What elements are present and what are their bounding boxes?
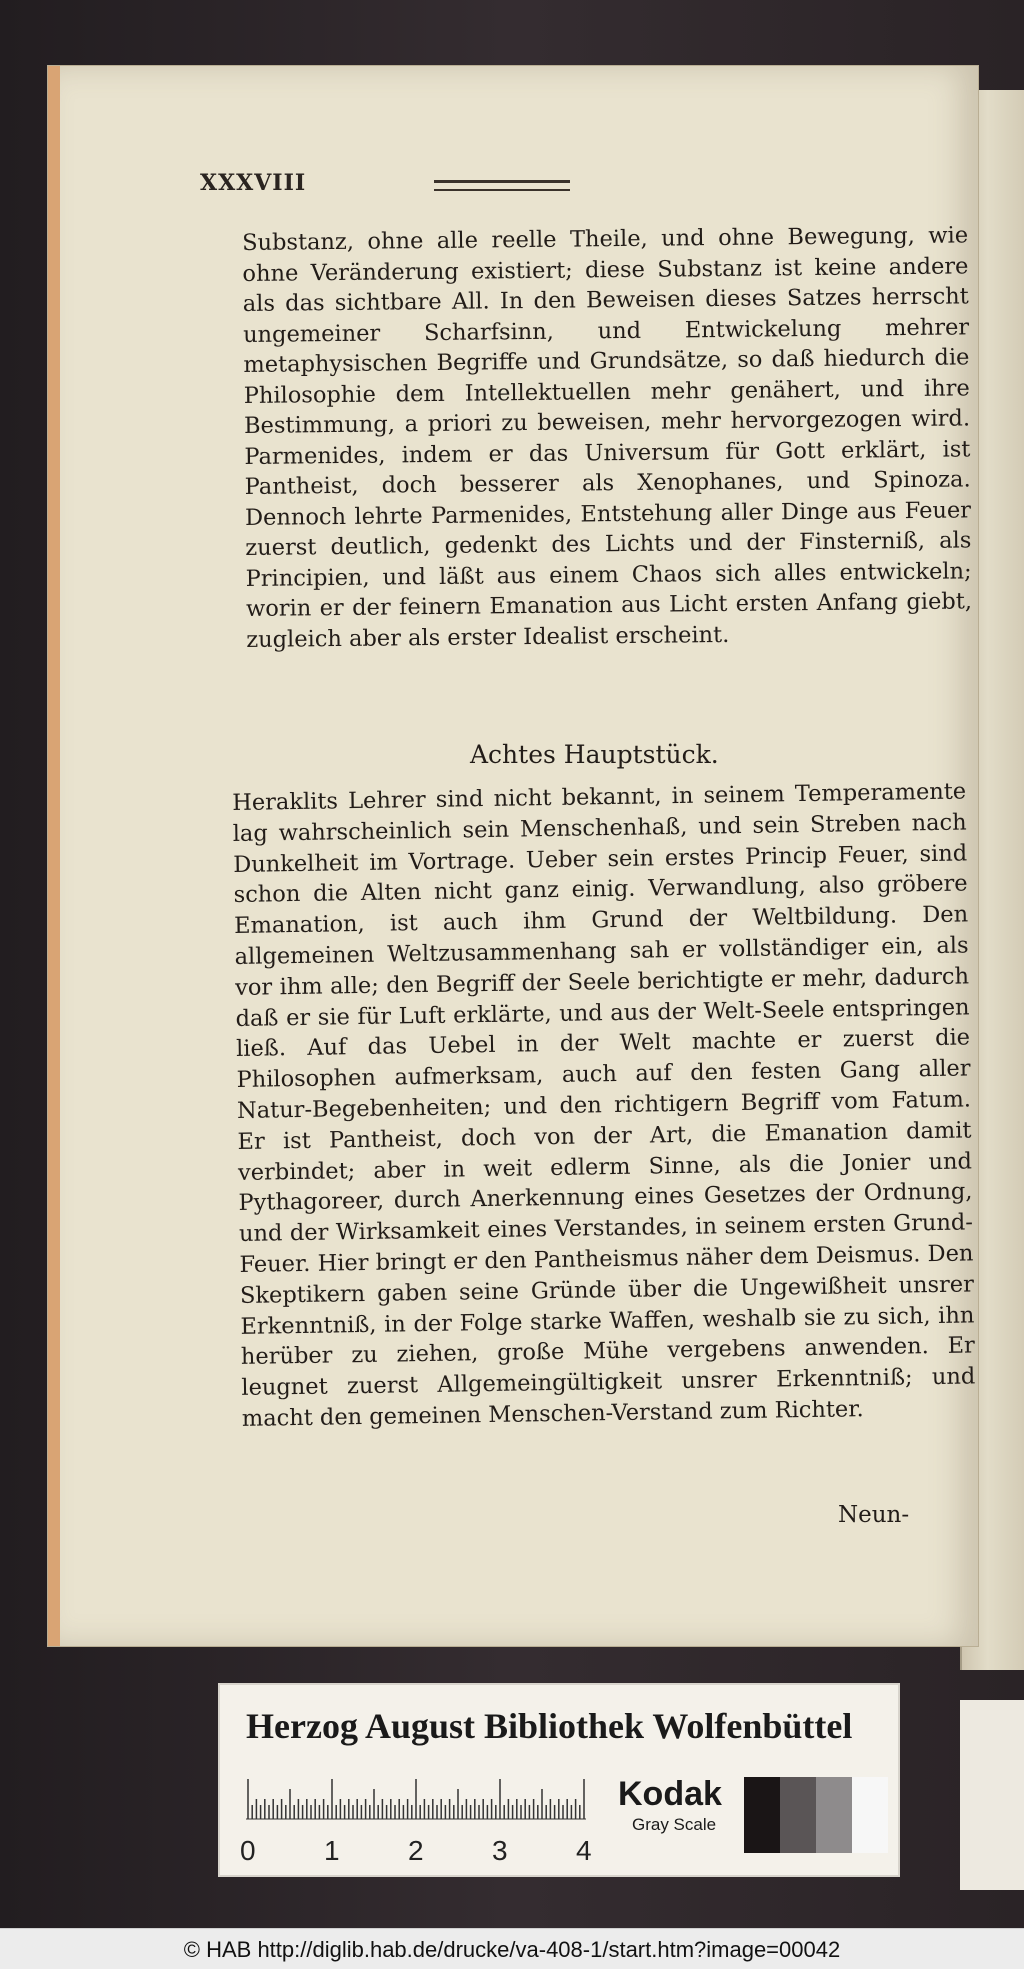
ruler-numbers	[240, 1835, 600, 1867]
swatch-black	[744, 1777, 780, 1853]
next-page-glyph	[996, 630, 1024, 648]
header-ornament-rule	[434, 180, 570, 191]
next-page-glyph	[996, 570, 1024, 588]
library-name: Herzog August Bibliothek Wolfenbüttel	[246, 1706, 853, 1746]
paragraph-substanz	[242, 220, 972, 655]
swatch-white	[852, 1777, 888, 1853]
swatch-mid-gray	[816, 1777, 852, 1853]
next-page-glyph	[996, 270, 1024, 288]
next-page-glyph	[996, 330, 1024, 348]
paragraph-heraklit	[232, 776, 976, 1434]
gray-swatches	[744, 1777, 888, 1853]
next-page-glyph	[996, 750, 1024, 768]
next-page-glyph	[996, 510, 1024, 528]
gray-scale-label: Gray Scale	[632, 1815, 717, 1834]
next-page-glyph	[996, 420, 1024, 438]
ruler-number: 0	[240, 1835, 256, 1866]
footer-bar	[0, 1928, 1024, 1969]
adjacent-card-edge	[960, 1700, 1024, 1890]
page-number: XXXVIII	[200, 170, 307, 196]
next-page-glyph	[996, 600, 1024, 618]
swatch-dark-gray	[780, 1777, 816, 1853]
catchword: Neun-	[838, 1502, 910, 1528]
ruler-number: 1	[324, 1835, 340, 1866]
copyright-url: © HAB http://diglib.hab.de/drucke/va-408-1/start.htm?image=00042	[183, 1937, 841, 1962]
ruler-number: 3	[492, 1835, 508, 1866]
page-header	[200, 170, 700, 200]
next-page-glyph	[996, 540, 1024, 558]
next-page-glyph	[996, 480, 1024, 498]
paragraph-text: Heraklits Lehrer sind nicht bekannt, in seinem Temperamente lag wahrscheinlich sein Menschenhaß, und sein Streben nach Dunkelheit im Vortrage. Ueber sein erstes Princip Feuer, sind schon die Alten nicht ganz einig. Verwandlung, also gröbere Emanation, ist auch ihm Grund der Weltbildung. Den allgemeinen Weltzusammenhang sah er vollständiger ein, als vor ihm alle; den Begriff der Seele berichtigte er mehr, dadurch daß er sie für Luft erklärte, und aus der Welt-Seele entspringen ließ. Auf das Uebel in der Welt machte er zuerst die Philosophen aufmerksam, auch auf den festen Gang aller Natur-Begebenheiten; und den richtigern Begriff vom Fatum. Er ist Pantheist, doch von der Art, die Emanation damit verbindet; aber in weit edlerm Sinne, als die Jonier und Pythagoreer, durch Anerkennung eines Gesetzes der Ordnung, und der Wirksamkeit eines Verstandes, in seinem ersten Grund-Feuer. Hier bringt er den Pantheismus näher dem Deismus. Den Skeptikern gaben seine Gründe über die Ungewißheit unsrer Erkenntniß, in der Folge starke Waffen, weshalb sie zu sich, ihn herüber zu ziehen, große Mühe vergebens anwenden. Er leugnet zuerst Allgemeingültigkeit unsrer Erkenntniß; und macht den gemeinen Menschen-Verstand zum Richter.	[232, 778, 976, 1432]
ruler-number: 4	[576, 1835, 592, 1866]
kodak-logo: Kodak	[618, 1775, 722, 1813]
next-page-glyph	[996, 660, 1024, 678]
next-page-glyph	[996, 720, 1024, 738]
color-calibration-card	[218, 1683, 900, 1877]
next-page-glyph	[996, 360, 1024, 378]
paragraph-text: Substanz, ohne alle reelle Theile, und ohne Bewegung, wie ohne Veränderung existiert; diese Substanz ist keine andere als das sichtbare All. In den Beweisen dieses Satzes herrscht ungemeiner Scharfsinn, und Entwickelung mehrer metaphysischen Begriffe und Grundsätze, so daß hiedurch die Philosophie dem Intellektuellen mehr genähert, und ihre Bestimmung, a priori zu beweisen, mehr hervorgezogen wird. Parmenides, indem er das Universum für Gott erklärt, ist Pantheist, doch besserer als Xenophanes, und Spinoza. Dennoch lehrte Parmenides, Entstehung aller Dinge aus Feuer zuerst deutlich, gedenkt des Lichts und der Finsterniß, als Principien, und läßt aus einem Chaos sich alles entwickeln; worin er der feinern Emanation aus Licht ersten Anfang giebt, zugleich aber als erster Idealist erscheint.	[242, 222, 973, 653]
ruler-scale	[246, 1773, 586, 1829]
ruler-number: 2	[408, 1835, 424, 1866]
next-page-glyph	[996, 690, 1024, 708]
next-page-glyph	[996, 390, 1024, 408]
next-page-glyph	[996, 450, 1024, 468]
chapter-heading: Achtes Hauptstück.	[470, 740, 719, 769]
next-page-glyph	[996, 300, 1024, 318]
